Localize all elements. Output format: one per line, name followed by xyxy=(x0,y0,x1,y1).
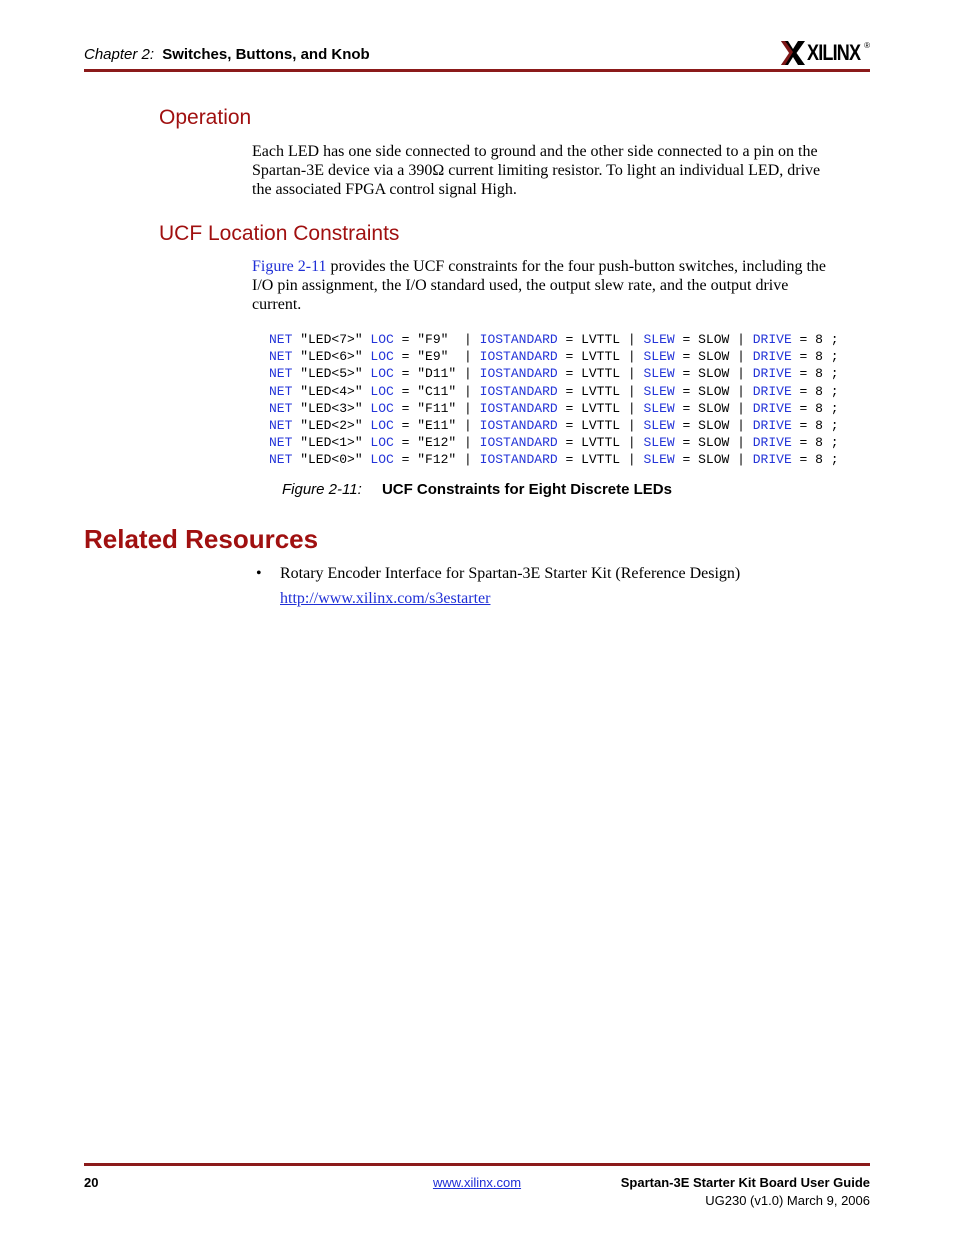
code-drive-value: = 8 ; xyxy=(791,332,839,347)
code-net-value: "LED<4>" xyxy=(292,383,371,399)
code-kw-drive: DRIVE xyxy=(752,435,792,451)
code-line xyxy=(269,451,839,468)
code-iostandard-value: = LVTTL | xyxy=(557,332,644,347)
registered-mark: ® xyxy=(864,40,870,50)
code-kw-slew: SLEW xyxy=(643,332,675,347)
footer-rule xyxy=(84,1163,870,1166)
ucf-line: I/O pin assignment, the I/O standard used, the output slew rate, and the output drive xyxy=(252,277,789,294)
xilinx-logo xyxy=(781,40,870,66)
code-kw-net: NET xyxy=(269,418,293,434)
code-iostandard-value: = LVTTL | xyxy=(557,435,644,451)
ucf-line-text: provides the UCF constraints for the four push-button switches, including the xyxy=(326,258,826,275)
code-iostandard-value: = LVTTL | xyxy=(557,383,644,399)
code-kw-iostandard: IOSTANDARD xyxy=(479,452,558,468)
code-net-value: "LED<7>" xyxy=(292,332,371,347)
code-line xyxy=(269,417,839,434)
page-number: 20 xyxy=(84,1175,99,1190)
code-kw-net: NET xyxy=(269,383,293,399)
code-kw-iostandard: IOSTANDARD xyxy=(479,400,558,416)
footer-guide-title: Spartan-3E Starter Kit Board User Guide xyxy=(620,1175,870,1190)
code-net-value: "LED<3>" xyxy=(292,400,371,416)
code-kw-net: NET xyxy=(269,452,293,468)
code-net-value: "LED<5>" xyxy=(292,366,371,382)
operation-line: Each LED has one side connected to ground and the other side connected to a pin on the xyxy=(252,143,818,160)
code-line xyxy=(269,348,839,365)
code-line xyxy=(269,383,839,400)
code-kw-slew: SLEW xyxy=(643,452,675,468)
operation-line: the associated FPGA control signal High. xyxy=(252,181,517,198)
code-drive-value: = 8 ; xyxy=(791,452,839,468)
footer-site-link[interactable]: www.xilinx.com xyxy=(432,1175,522,1190)
resource-item-link[interactable]: http://www.xilinx.com/s3estarter xyxy=(280,590,491,607)
code-slew-value: = SLOW | xyxy=(674,435,753,451)
code-iostandard-value: = LVTTL | xyxy=(557,452,644,468)
code-kw-drive: DRIVE xyxy=(752,349,792,365)
bullet-marker: • xyxy=(256,565,262,582)
figure-link[interactable]: Figure 2-11 xyxy=(252,258,327,275)
code-net-value: "LED<2>" xyxy=(292,418,371,434)
ucf-paragraph xyxy=(252,257,870,314)
ucf-line xyxy=(252,257,870,276)
code-drive-value: = 8 ; xyxy=(791,400,839,416)
code-kw-slew: SLEW xyxy=(643,349,675,365)
code-kw-loc: LOC xyxy=(370,452,394,468)
code-loc-value: = "D11" | xyxy=(393,366,480,382)
code-kw-loc: LOC xyxy=(370,366,394,382)
code-kw-loc: LOC xyxy=(370,400,394,416)
code-iostandard-value: = LVTTL | xyxy=(557,400,644,416)
code-line xyxy=(269,434,839,451)
code-kw-iostandard: IOSTANDARD xyxy=(479,366,558,382)
code-kw-drive: DRIVE xyxy=(752,383,792,399)
code-kw-loc: LOC xyxy=(370,418,394,434)
operation-line: Spartan-3E device via a 390Ω current limiting resistor. To light an individual LED, drive xyxy=(252,162,821,179)
code-net-value: "LED<0>" xyxy=(292,452,371,468)
code-iostandard-value: = LVTTL | xyxy=(557,349,644,365)
related-resources-heading: Related Resources xyxy=(84,524,319,554)
code-line xyxy=(269,331,839,348)
code-drive-value: = 8 ; xyxy=(791,418,839,434)
code-kw-iostandard: IOSTANDARD xyxy=(479,349,558,365)
code-slew-value: = SLOW | xyxy=(674,452,753,468)
chapter-heading xyxy=(84,46,370,63)
code-kw-slew: SLEW xyxy=(643,366,675,382)
code-slew-value: = SLOW | xyxy=(674,366,753,382)
code-kw-slew: SLEW xyxy=(643,400,675,416)
code-loc-value: = "F9" | xyxy=(393,332,480,347)
code-slew-value: = SLOW | xyxy=(674,418,753,434)
code-slew-value: = SLOW | xyxy=(674,383,753,399)
operation-heading: Operation xyxy=(159,106,252,129)
code-kw-net: NET xyxy=(269,400,293,416)
code-slew-value: = SLOW | xyxy=(674,349,753,365)
code-kw-iostandard: IOSTANDARD xyxy=(479,332,558,347)
code-net-value: "LED<6>" xyxy=(292,349,371,365)
code-kw-drive: DRIVE xyxy=(752,400,792,416)
chapter-title: Switches, Buttons, and Knob xyxy=(162,46,370,63)
footer-doc-id: UG230 (v1.0) March 9, 2006 xyxy=(705,1193,870,1208)
page-header xyxy=(84,40,870,72)
code-kw-net: NET xyxy=(269,366,293,382)
operation-paragraph xyxy=(252,142,870,199)
code-kw-loc: LOC xyxy=(370,435,394,451)
code-kw-net: NET xyxy=(269,435,293,451)
code-kw-drive: DRIVE xyxy=(752,332,792,347)
code-loc-value: = "E9" | xyxy=(393,349,480,365)
figure-label: Figure 2-11: xyxy=(282,481,362,498)
figure-caption xyxy=(0,481,954,498)
resource-item-text: Rotary Encoder Interface for Spartan-3E Starter Kit (Reference Design) xyxy=(280,565,741,582)
code-kw-iostandard: IOSTANDARD xyxy=(479,418,558,434)
code-slew-value: = SLOW | xyxy=(674,332,753,347)
code-drive-value: = 8 ; xyxy=(791,435,839,451)
ucf-heading: UCF Location Constraints xyxy=(159,222,400,245)
figure-title: UCF Constraints for Eight Discrete LEDs xyxy=(381,481,672,498)
code-loc-value: = "F11" | xyxy=(393,400,480,416)
code-kw-loc: LOC xyxy=(370,332,394,347)
code-loc-value: = "E11" | xyxy=(393,418,480,434)
code-kw-slew: SLEW xyxy=(643,418,675,434)
code-kw-slew: SLEW xyxy=(643,435,675,451)
code-slew-value: = SLOW | xyxy=(674,400,753,416)
code-kw-loc: LOC xyxy=(370,349,394,365)
chapter-label: Chapter 2: xyxy=(84,46,155,63)
code-line xyxy=(269,365,839,382)
xilinx-x-icon xyxy=(781,41,805,65)
code-kw-iostandard: IOSTANDARD xyxy=(479,435,558,451)
code-drive-value: = 8 ; xyxy=(791,366,839,382)
code-kw-net: NET xyxy=(269,349,293,365)
code-loc-value: = "C11" | xyxy=(393,383,480,399)
code-kw-loc: LOC xyxy=(370,383,394,399)
code-kw-iostandard: IOSTANDARD xyxy=(479,383,558,399)
header-rule xyxy=(84,69,870,72)
code-drive-value: = 8 ; xyxy=(791,349,839,365)
code-kw-drive: DRIVE xyxy=(752,366,792,382)
ucf-line: current. xyxy=(252,296,302,313)
code-kw-net: NET xyxy=(269,332,293,347)
ucf-code-listing xyxy=(269,331,839,469)
code-line xyxy=(269,400,839,417)
code-kw-slew: SLEW xyxy=(643,383,675,399)
logo-wordmark: XILINX xyxy=(807,40,861,65)
code-kw-drive: DRIVE xyxy=(752,452,792,468)
code-iostandard-value: = LVTTL | xyxy=(557,366,644,382)
code-loc-value: = "E12" | xyxy=(393,435,480,451)
code-drive-value: = 8 ; xyxy=(791,383,839,399)
code-iostandard-value: = LVTTL | xyxy=(557,418,644,434)
code-loc-value: = "F12" | xyxy=(393,452,480,468)
code-kw-drive: DRIVE xyxy=(752,418,792,434)
code-net-value: "LED<1>" xyxy=(292,435,371,451)
